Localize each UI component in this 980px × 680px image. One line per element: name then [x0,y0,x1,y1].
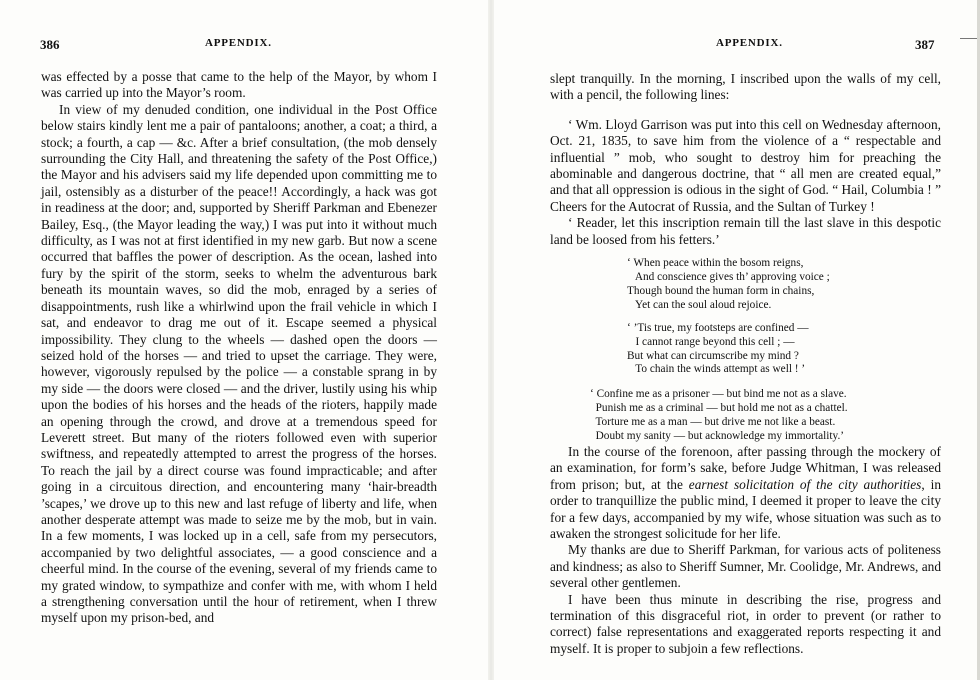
release-text-end: , in order to tranquillize the public mind, I deemed it proper to leave the city for a few days, accompanied by my wife, whose situation was such as to awaken the strongest solicitude for her life. [550,476,941,541]
left-page [0,0,488,680]
right-paragraph-release [550,444,941,542]
right-paragraph-1: slept tranquilly. In the morning, I inscribed upon the walls of my cell, with a pencil, the following lines: [550,71,941,103]
right-page [494,0,980,680]
running-head-right: APPENDIX. [716,37,783,49]
verse-line: Punish me as a criminal — but hold me not as a chattel. [590,402,848,415]
release-text-start: In the course of the forenoon, after passing through the mockery of an examination, for form’s sake, before Judge Whitman, I was released from prison; but, at the [550,443,941,492]
verse-line: ‘ Confine me as a prisoner — but bind me not as a slave. [590,388,847,401]
verse-line: And conscience gives th’ approving voice ; [627,270,830,283]
release-text-italic: earnest solicitation of the city authorities [688,476,922,492]
verse-line: Yet can the soul aloud rejoice. [627,298,772,311]
inscription-reader-line: ‘ Reader, let this inscription remain till the last slave in this despotic land be loosed from his fetters.’ [550,215,941,247]
page-number-left: 386 [40,37,60,52]
right-paragraph-thanks: My thanks are due to Sheriff Parkman, for various acts of politeness and kindness; as also to Sheriff Sumner, Mr. Coolidge, Mr. Andrews, and several other gentlemen. [550,542,941,591]
left-paragraph-1: was effected by a posse that came to the help of the Mayor, by whom I was carried up into the Mayor’s room. [41,69,437,101]
verse-line: To chain the winds attempt as well ! ’ [627,363,806,376]
running-head-left: APPENDIX. [205,37,272,49]
verse-stanza-3 [550,388,941,444]
left-paragraph-2: In view of my denuded condition, one individual in the Post Office below stairs kindly lent me a pair of pantaloons; another, a coat; a third, a stock; a fourth, a cap — &c. After a brief consultation, (the mob densely surrounding the City Hall, and threatening the safety of the Post Office,) the Mayor and his advisers said my life depended upon committing me to jail, ostensibly as a disturber of the peace!! Accordingly, a hack was got in readiness at the door; and, supported by Sheriff Parkman and Ebenezer Bailey, Esq., (the Mayor leading the way,) I was put into it without much difficulty, as I was not at first identified in my new garb. But now a scene occurred that baffles the power of description. As the ocean, lashed into fury by the spirit of the storm, seeks to whelm the adventurous bark beneath its mountain waves, so did the mob, enraged by a series of disappointments, rush like a whirlwind upon the frail vehicle in which I sat, and endeavor to drag me out of it. Escape seemed a physical impossibility. They clung to the wheels — dashed open the doors — seized hold of the horses — and tried to upset the carriage. They were, however, vigorously repulsed by the police — a constable sprang in by my side — the doors were closed — and the driver, lustily using his whip upon the bodies of his horses and the heads of the rioters, happily made an opening through the crowd, and drove at a tremendous speed for Leverett street. But many of the rioters followed even with superior swiftness, and repeatedly attempted to arrest the progress of the horses. To reach the jail by a direct course was found impracticable; and after going in a circuitous direction, and encountering many ‘hair-breadth ’scapes,’ we drove up to this new and last refuge of liberty and life, when another desperate attempt was made to seize me by the mob, but in vain. In a few moments, I was locked up in a cell, safe from my persecutors, accompanied by two delightful associates, — a good conscience and a cheerful mind. In the course of the evening, several of my friends came to my grated window, to sympathize and confer with me, with whom I held a strengthening conversation until the hour of retirement, when I threw myself upon my prison-bed, and [41,101,437,626]
verse-line: ‘ ’Tis true, my footsteps are confined — [627,321,809,334]
verse-stanza-2 [550,322,941,378]
page-corner-mark [960,38,978,39]
verse-line: But what can circumscribe my mind ? [627,349,799,362]
right-paragraph-reflections: I have been thus minute in describing the rise, progress and termination of this disgraceful riot, in order to prevent (or rather to correct) false representations and exaggerated reports respecting it and myself. It is proper to subjoin a few reflections. [550,591,941,656]
right-text-column [550,71,941,657]
left-text-column [41,69,437,627]
cell-inscription: ‘ Wm. Lloyd Garrison was put into this cell on Wednesday afternoon, Oct. 21, 1835, to save him from the violence of a “ respectable and influential ” mob, who sought to destroy him for preaching the abominable and dangerous doctrine, that “ all men are created equal,” and that all oppression is odious in the sight of God. “ Hail, Columbia ! ” Cheers for the Autocrat of Russia, and the Sultan of Turkey ! [550,116,941,214]
verse-line: ‘ When peace within the bosom reigns, [627,257,804,270]
page-number-right: 387 [915,37,935,52]
verse-line: Torture me as a man — but drive me not like a beast. [590,416,836,429]
verse-line: I cannot range beyond this cell ; — [627,335,795,348]
verse-stanza-1 [550,257,941,313]
verse-line: Though bound the human form in chains, [627,284,815,297]
verse-line: Doubt my sanity — but acknowledge my immortality.’ [590,430,845,443]
